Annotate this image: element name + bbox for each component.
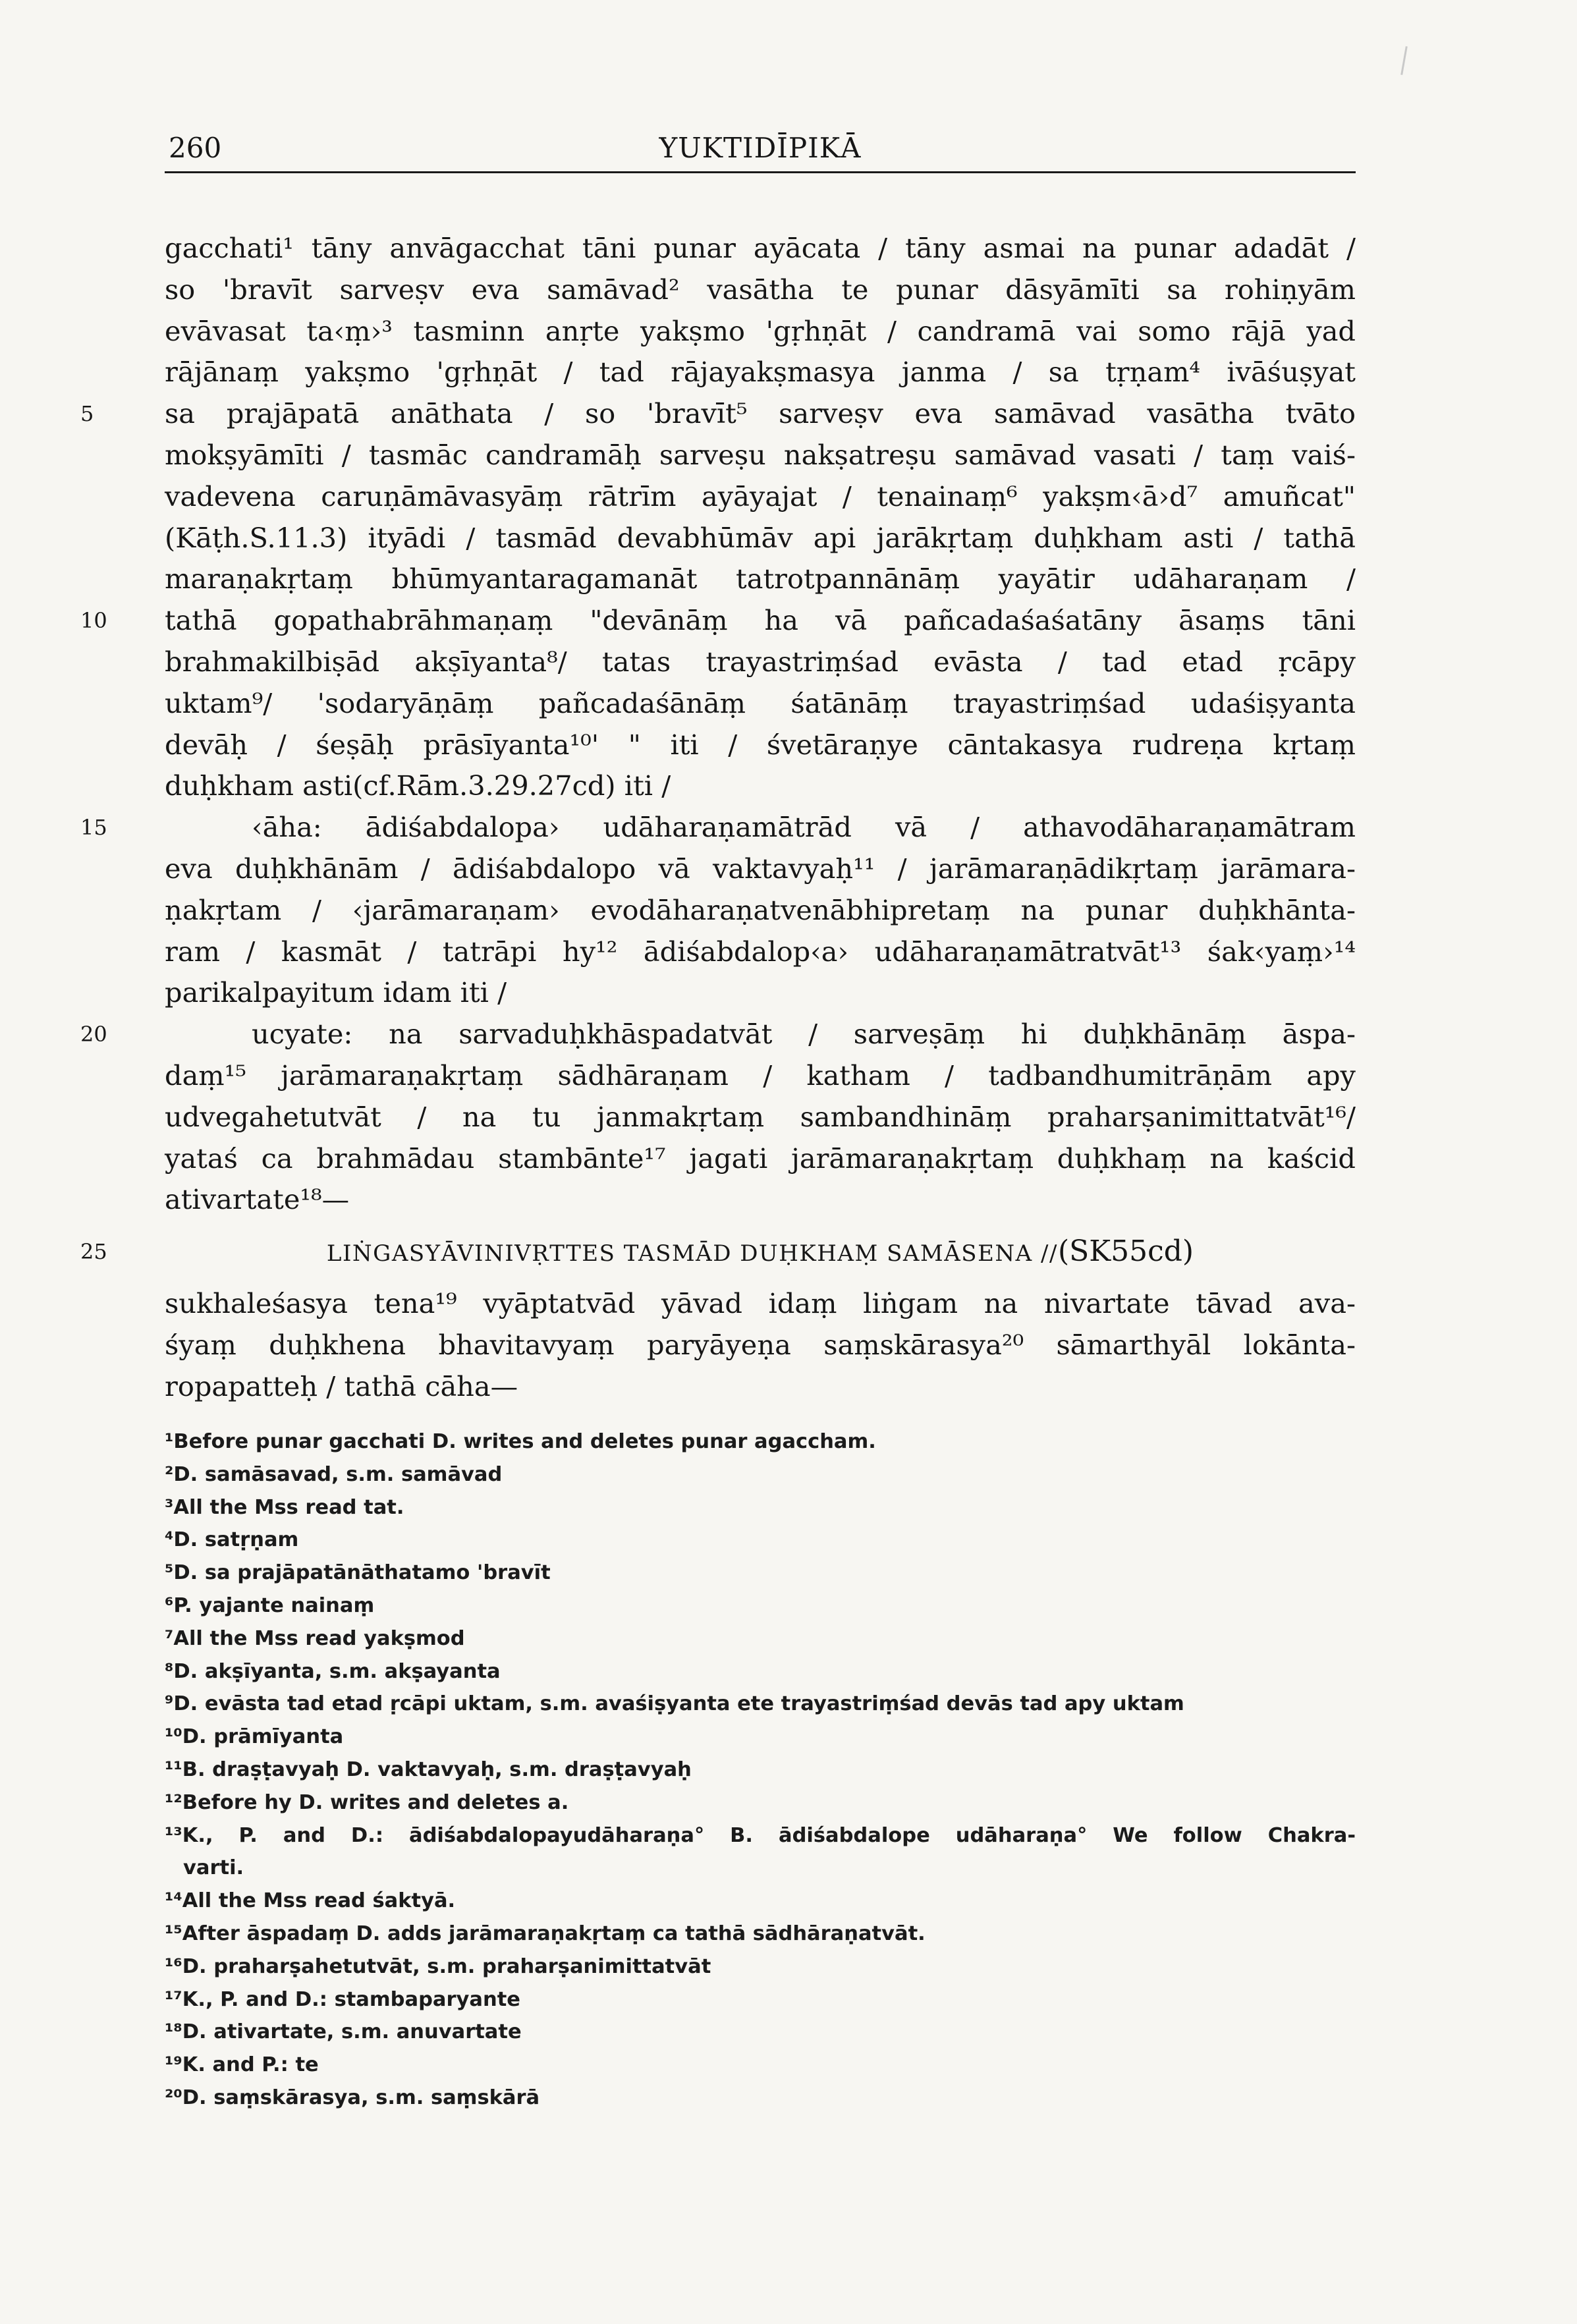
footnote: ⁸D. akṣīyanta, s.m. akṣayanta — [165, 1659, 501, 1683]
line-text: śyaṃ duḥkhena bhavitavyaṃ paryāyeṇa saṃskārasya²⁰ sāmarthyāl lokānta- — [165, 1328, 1356, 1361]
line-number: 5 — [80, 401, 94, 427]
line-number: 15 — [80, 815, 107, 841]
text-line — [165, 518, 1356, 559]
main-text — [80, 228, 1356, 1407]
line-text: maraṇakṛtaṃ bhūmyantaragamanāt tatrotpannānāṃ yayātir udāharaṇam / — [165, 563, 1356, 595]
footnote: varti. — [183, 1856, 244, 1880]
footnote: ¹³K., P. and D.: ādiśabdalopayudāharaṇa° B. ādiśabdalope udāharaṇa° We follow Chakra- — [165, 1823, 1356, 1847]
text-line — [165, 1366, 1356, 1408]
footnote: ¹¹B. draṣṭavyaḥ D. vaktavyaḥ, s.m. draṣṭavyaḥ — [165, 1757, 692, 1781]
text-line — [165, 1138, 1356, 1180]
line-text: devāḥ / śeṣāḥ prāsīyanta¹⁰' " iti / śvetāraṇye cāntakasya rudreṇa kṛtaṃ — [165, 728, 1356, 761]
footnote: ⁷All the Mss read yakṣmod — [165, 1626, 465, 1650]
line-number: 25 — [80, 1239, 107, 1265]
verse-heading — [80, 1231, 1356, 1273]
footnote: ¹²Before hy D. writes and deletes a. — [165, 1790, 569, 1814]
text-line — [165, 352, 1356, 393]
line-text: parikalpayitum idam iti / — [165, 976, 507, 1009]
footnote: ⁶P. yajante nainaṃ — [165, 1593, 375, 1617]
line-text: ram / kasmāt / tatrāpi hy¹² ādiśabdalop‹a› udāharaṇamātratvāt¹³ śak‹yaṃ›¹⁴ — [165, 935, 1356, 968]
line-text: LIṄGASYĀVINIVṚTTES TASMĀD DUḤKHAṂ SAMĀSENA // — [326, 1240, 1058, 1267]
line-text: ṇakṛtam / ‹jarāmaraṇam› evodāharaṇatvenābhipretaṃ na punar duḥkhānta- — [165, 893, 1356, 926]
text-line — [165, 1097, 1356, 1138]
line-number: 20 — [80, 1022, 107, 1047]
line-text: (Kāṭh.S.11.3) ityādi / tasmād devabhūmāv api jarākṛtaṃ duḥkham asti / tathā — [165, 521, 1356, 554]
line-text: gacchati¹ tāny anvāgacchat tāni punar ayācata / tāny asmai na punar adadāt / — [165, 232, 1356, 264]
text-line — [165, 765, 1356, 807]
line-text: uktam⁹/ 'sodaryāṇāṃ pañcadaśānāṃ śatānāṃ trayastriṃśad udaśiṣyanta — [165, 686, 1356, 719]
footnote: ⁵D. sa prajāpatānāthatamo 'bravīt — [165, 1561, 551, 1585]
running-title: YUKTIDĪPIKĀ — [659, 132, 862, 164]
line-text: evāvasat ta‹ṃ›³ tasminn anṛte yakṣmo 'gṛhṇāt / candramā vai somo rājā yad — [165, 314, 1356, 347]
page-number: 260 — [169, 132, 222, 164]
line-text: rājānaṃ yakṣmo 'gṛhṇāt / tad rājayakṣmasya janma / sa tṛṇam⁴ ivāśuṣyat — [165, 356, 1356, 389]
text-line — [80, 807, 1356, 848]
footnotes — [165, 1425, 1356, 2115]
footnote: ⁴D. satṛṇam — [165, 1528, 299, 1552]
line-text: ropapatteḥ / tathā cāha— — [165, 1370, 518, 1402]
footnote: ¹Before punar gacchati D. writes and deletes punar agaccham. — [165, 1430, 876, 1453]
text-line — [165, 972, 1356, 1014]
text-line — [165, 559, 1356, 600]
text-line — [165, 435, 1356, 476]
line-text: udvegahetutvāt / na tu janmakṛtaṃ sambandhināṃ praharṣanimittatvāt¹⁶/ — [165, 1100, 1356, 1133]
text-line — [165, 269, 1356, 311]
footnote: ³All the Mss read tat. — [165, 1495, 404, 1519]
footnote: ¹⁸D. ativartate, s.m. anuvartate — [165, 2020, 522, 2044]
line-text: yataś ca brahmādau stambānte¹⁷ jagati jarāmaraṇakṛtaṃ duḥkhaṃ na kaścid — [165, 1142, 1356, 1175]
footnote: ⁹D. evāsta tad etad ṛcāpi uktam, s.m. avaśiṣyanta ete trayastriṃśad devās tad apy uktam — [165, 1692, 1184, 1716]
text-line — [165, 890, 1356, 931]
line-text: ‹āha: ādiśabdalopa› udāharaṇamātrād vā / athavodāharaṇamātram — [252, 811, 1356, 844]
line-text: duḥkham asti(cf.Rām.3.29.27cd) iti / — [165, 769, 671, 802]
footnote: ²⁰D. saṃskārasya, s.m. saṃskārā — [165, 2086, 540, 2109]
text-line — [80, 393, 1356, 435]
text-line — [165, 642, 1356, 683]
line-text: daṃ¹⁵ jarāmaraṇakṛtaṃ sādhāraṇam / katham / tadbandhumitrāṇām apy — [165, 1059, 1356, 1092]
footnote: ¹⁷K., P. and D.: stambaparyante — [165, 1987, 520, 2011]
line-text: so 'bravīt sarveṣv eva samāvad² vasātha te punar dāsyāmīti sa rohiṇyām — [165, 273, 1356, 306]
footnote: ¹⁰D. prāmīyanta — [165, 1725, 344, 1749]
page-header — [165, 129, 1356, 173]
text-line — [165, 931, 1356, 973]
text-line — [165, 848, 1356, 890]
line-text: eva duḥkhānām / ādiśabdalopo vā vaktavyaḥ¹¹ / jarāmaraṇādikṛtaṃ jarāmara- — [165, 852, 1356, 885]
text-line — [165, 311, 1356, 352]
text-line — [165, 725, 1356, 766]
line-text: ativartate¹⁸— — [165, 1183, 350, 1216]
footnote: ¹⁴All the Mss read śaktyā. — [165, 1889, 456, 1913]
line-number: 10 — [80, 608, 107, 634]
line-text: sukhaleśasya tena¹⁹ vyāptatvād yāvad idaṃ liṅgam na nivartate tāvad ava- — [165, 1286, 1356, 1319]
line-text: vadevena caruṇāmāvasyāṃ rātrīm ayāyajat / tenainaṃ⁶ yakṣm‹ā›d⁷ amuñcat" — [165, 480, 1356, 512]
verse-reference: (SK55cd) — [1057, 1234, 1194, 1269]
footnote: ¹⁶D. praharṣahetutvāt, s.m. praharṣanimittatvāt — [165, 1954, 711, 1978]
line-text: tathā gopathabrāhmaṇaṃ "devānāṃ ha vā pañcadaśaśatāny āsaṃs tāni — [165, 604, 1356, 637]
text-line — [165, 1283, 1356, 1325]
text-line — [80, 600, 1356, 642]
line-text: mokṣyāmīti / tasmāc candramāḥ sarveṣu nakṣatreṣu samāvad vasati / taṃ vaiś- — [165, 438, 1356, 471]
text-line — [165, 1179, 1356, 1221]
text-line — [80, 1014, 1356, 1055]
line-text: sa prajāpatā anāthata / so 'bravīt⁵ sarveṣv eva samāvad vasātha tvāto — [165, 397, 1356, 430]
footnote: ¹⁵After āspadaṃ D. adds jarāmaraṇakṛtaṃ ca tathā sādhāraṇatvāt. — [165, 1922, 926, 1945]
text-line — [165, 1055, 1356, 1097]
text-line — [165, 476, 1356, 518]
footnote: ¹⁹K. and P.: te — [165, 2053, 319, 2077]
footnote: ²D. samāsavad, s.m. samāvad — [165, 1462, 503, 1486]
text-line — [165, 228, 1356, 269]
line-text: ucyate: na sarvaduḥkhāspadatvāt / sarveṣāṃ hi duḥkhānāṃ āspa- — [252, 1018, 1356, 1051]
line-text: brahmakilbiṣād akṣīyanta⁸/ tatas trayastriṃśad evāsta / tad etad ṛcāpy — [165, 645, 1356, 678]
text-line — [165, 1325, 1356, 1366]
text-line — [165, 683, 1356, 725]
margin-pencil-mark — [1400, 46, 1408, 75]
